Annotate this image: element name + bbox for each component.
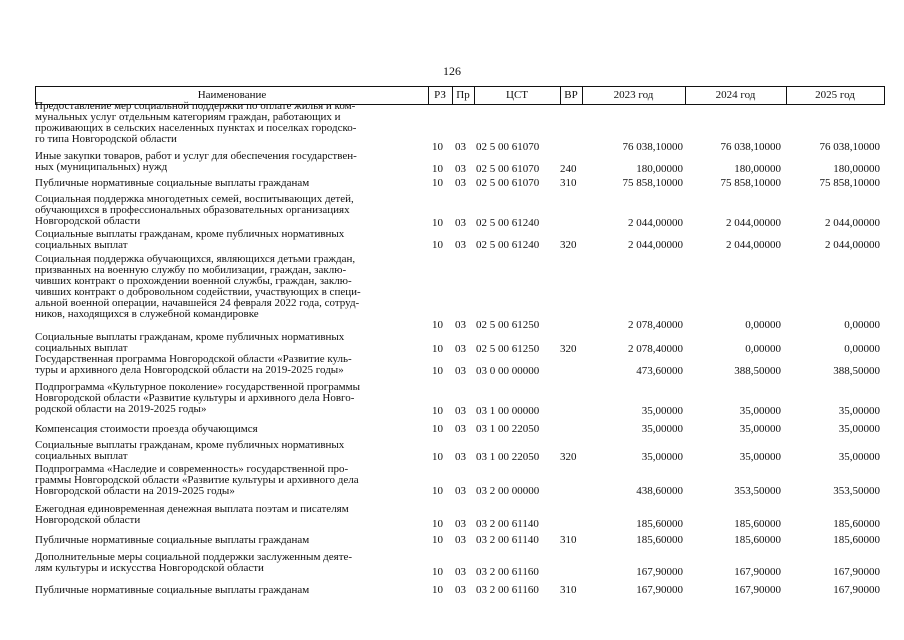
row-name: Публичные нормативные социальные выплаты гражданам [35, 534, 310, 546]
row-value-2024: 185,60000 [734, 518, 781, 530]
row-value-2024: 167,90000 [734, 566, 781, 578]
row-rz: 10 [432, 534, 443, 546]
row-cst: 03 2 00 61140 [476, 534, 539, 546]
row-name: Социальная поддержка обучающихся, являющихся детьми граждан, призванных на военную службу по мобилизации, граждан, заклю- чивших контракт о прохождении военной службы, граждан, заклю- чивших контракт о добровольном содействии, участвующих в специ- альной военной операции, начавшейся 24 февраля 2022 года, сотруд- ников, находящихся в служебной командировке [35, 253, 361, 320]
row-value-2023: 35,00000 [641, 451, 683, 463]
row-cst: 03 1 00 00000 [476, 405, 540, 417]
row-rz: 10 [432, 177, 443, 189]
row-value-2023: 2 078,40000 [628, 343, 683, 355]
row-name: Предоставление мер социальной поддержки по оплате жилья и ком- мунальных услуг отдельным категориям граждан, работающих и проживающих в сельских населенных пунктах и поселках городско- го типа Новгородской области [35, 100, 357, 145]
row-value-2025: 388,50000 [833, 365, 880, 377]
row-rz: 10 [432, 141, 443, 153]
row-pr: 03 [455, 365, 466, 377]
row-value-2024: 180,00000 [734, 163, 781, 175]
row-rz: 10 [432, 584, 443, 596]
row-pr: 03 [455, 405, 466, 417]
row-value-2025: 35,00000 [838, 405, 880, 417]
row-name: Подпрограмма «Культурное поколение» государственной программы Новгородской области «Развитие культуры и архивного дела Новго- родской области на 2019-2025 годы» [35, 381, 360, 415]
row-pr: 03 [455, 518, 466, 530]
row-cst: 03 1 00 22050 [476, 423, 540, 435]
row-value-2024: 0,00000 [745, 319, 781, 331]
row-value-2023: 167,90000 [636, 584, 683, 596]
row-rz: 10 [432, 217, 443, 229]
row-name: Публичные нормативные социальные выплаты гражданам [35, 584, 310, 596]
row-name: Социальные выплаты гражданам, кроме публичных нормативных социальных выплат [35, 331, 345, 354]
row-rz: 10 [432, 239, 443, 251]
row-value-2024: 35,00000 [739, 423, 781, 435]
row-value-2025: 167,90000 [833, 584, 880, 596]
header-name: Наименование [197, 89, 267, 101]
row-cst: 02 5 00 61070 [476, 141, 540, 153]
row-value-2025: 185,60000 [833, 534, 880, 546]
row-rz: 10 [432, 485, 443, 497]
row-rz: 10 [432, 319, 443, 331]
row-value-2023: 438,60000 [636, 485, 683, 497]
row-pr: 03 [455, 217, 466, 229]
row-cst: 03 1 00 22050 [476, 451, 540, 463]
row-value-2023: 167,90000 [636, 566, 683, 578]
row-cst: 03 2 00 61160 [476, 566, 539, 578]
row-pr: 03 [455, 163, 466, 175]
row-value-2024: 167,90000 [734, 584, 781, 596]
row-name: Подпрограмма «Наследие и современность» государственной про- граммы Новгородской области «Развитие культуры и архивного дела Новгородской области на 2019-2025 годы» [35, 463, 359, 497]
row-vr: 310 [560, 177, 577, 189]
row-value-2024: 185,60000 [734, 534, 781, 546]
row-vr: 320 [560, 451, 577, 463]
row-rz: 10 [432, 566, 443, 578]
row-pr: 03 [455, 584, 466, 596]
row-vr: 320 [560, 239, 577, 251]
row-pr: 03 [455, 566, 466, 578]
row-value-2024: 0,00000 [745, 343, 781, 355]
header-cst: ЦСТ [506, 89, 528, 101]
header-2024: 2024 год [715, 89, 756, 101]
row-value-2023: 2 078,40000 [628, 319, 683, 331]
row-value-2023: 2 044,00000 [628, 239, 683, 251]
row-value-2024: 2 044,00000 [726, 239, 781, 251]
row-value-2025: 0,00000 [844, 343, 880, 355]
row-pr: 03 [455, 177, 466, 189]
row-value-2023: 75 858,10000 [622, 177, 683, 189]
row-value-2023: 185,60000 [636, 534, 683, 546]
header-2025: 2025 год [815, 89, 855, 101]
header-vr: ВР [564, 89, 578, 101]
row-rz: 10 [432, 423, 443, 435]
row-value-2023: 2 044,00000 [628, 217, 683, 229]
row-value-2023: 473,60000 [636, 365, 683, 377]
row-cst: 02 5 00 61070 [476, 177, 540, 189]
row-vr: 240 [560, 163, 577, 175]
row-value-2023: 76 038,10000 [622, 141, 683, 153]
row-value-2024: 353,50000 [734, 485, 781, 497]
row-vr: 320 [560, 343, 577, 355]
row-pr: 03 [455, 141, 466, 153]
row-value-2024: 2 044,00000 [726, 217, 781, 229]
row-value-2023: 180,00000 [636, 163, 683, 175]
row-name: Государственная программа Новгородской области «Развитие куль- туры и архивного дела Новгородской области на 2019-2025 годы» [35, 353, 352, 376]
row-name: Иные закупки товаров, работ и услуг для обеспечения государствен- ных (муниципальных) нужд [35, 150, 357, 173]
row-value-2025: 0,00000 [844, 319, 880, 331]
row-value-2024: 76 038,10000 [720, 141, 781, 153]
row-pr: 03 [455, 423, 466, 435]
row-rz: 10 [432, 451, 443, 463]
row-value-2025: 185,60000 [833, 518, 880, 530]
row-name: Ежегодная единовременная денежная выплата поэтам и писателям Новгородской области [35, 503, 349, 526]
row-cst: 03 0 00 00000 [476, 365, 540, 377]
row-value-2024: 388,50000 [734, 365, 781, 377]
row-value-2024: 35,00000 [739, 405, 781, 417]
header-2023: 2023 год [613, 89, 654, 101]
row-rz: 10 [432, 343, 443, 355]
row-pr: 03 [455, 534, 466, 546]
row-name: Дополнительные меры социальной поддержки заслуженным деяте- лям культуры и искусства Новгородской области [35, 551, 353, 574]
row-value-2025: 2 044,00000 [825, 239, 880, 251]
row-value-2023: 35,00000 [641, 423, 683, 435]
row-vr: 310 [560, 584, 577, 596]
row-cst: 02 5 00 61250 [476, 343, 540, 355]
row-cst: 02 5 00 61240 [476, 217, 540, 229]
row-name: Публичные нормативные социальные выплаты гражданам [35, 177, 310, 189]
row-value-2025: 35,00000 [838, 423, 880, 435]
row-vr: 310 [560, 534, 577, 546]
row-value-2025: 167,90000 [833, 566, 880, 578]
row-cst: 02 5 00 61070 [476, 163, 540, 175]
row-pr: 03 [455, 485, 466, 497]
row-name: Социальные выплаты гражданам, кроме публичных нормативных социальных выплат [35, 228, 345, 251]
row-cst: 03 2 00 61160 [476, 584, 539, 596]
row-pr: 03 [455, 239, 466, 251]
row-value-2025: 35,00000 [838, 451, 880, 463]
row-value-2025: 2 044,00000 [825, 217, 880, 229]
row-cst: 03 2 00 61140 [476, 518, 539, 530]
row-pr: 03 [455, 451, 466, 463]
row-value-2024: 35,00000 [739, 451, 781, 463]
row-rz: 10 [432, 405, 443, 417]
header-rz: РЗ [434, 89, 446, 101]
row-cst: 03 2 00 00000 [476, 485, 540, 497]
row-value-2023: 185,60000 [636, 518, 683, 530]
row-value-2024: 75 858,10000 [720, 177, 781, 189]
row-value-2025: 180,00000 [833, 163, 880, 175]
row-name: Социальная поддержка многодетных семей, воспитывающих детей, обучающихся в профессиональных образовательных организациях Новгородской области [35, 193, 354, 227]
row-value-2025: 353,50000 [833, 485, 880, 497]
row-name: Компенсация стоимости проезда обучающимся [35, 423, 258, 435]
row-value-2025: 76 038,10000 [819, 141, 880, 153]
row-pr: 03 [455, 343, 466, 355]
row-cst: 02 5 00 61240 [476, 239, 540, 251]
row-cst: 02 5 00 61250 [476, 319, 540, 331]
row-rz: 10 [432, 163, 443, 175]
row-rz: 10 [432, 365, 443, 377]
row-value-2023: 35,00000 [641, 405, 683, 417]
row-pr: 03 [455, 319, 466, 331]
page-number: 126 [443, 64, 461, 78]
header-pr: Пр [456, 89, 470, 101]
row-name: Социальные выплаты гражданам, кроме публичных нормативных социальных выплат [35, 439, 345, 462]
row-value-2025: 75 858,10000 [819, 177, 880, 189]
row-rz: 10 [432, 518, 443, 530]
